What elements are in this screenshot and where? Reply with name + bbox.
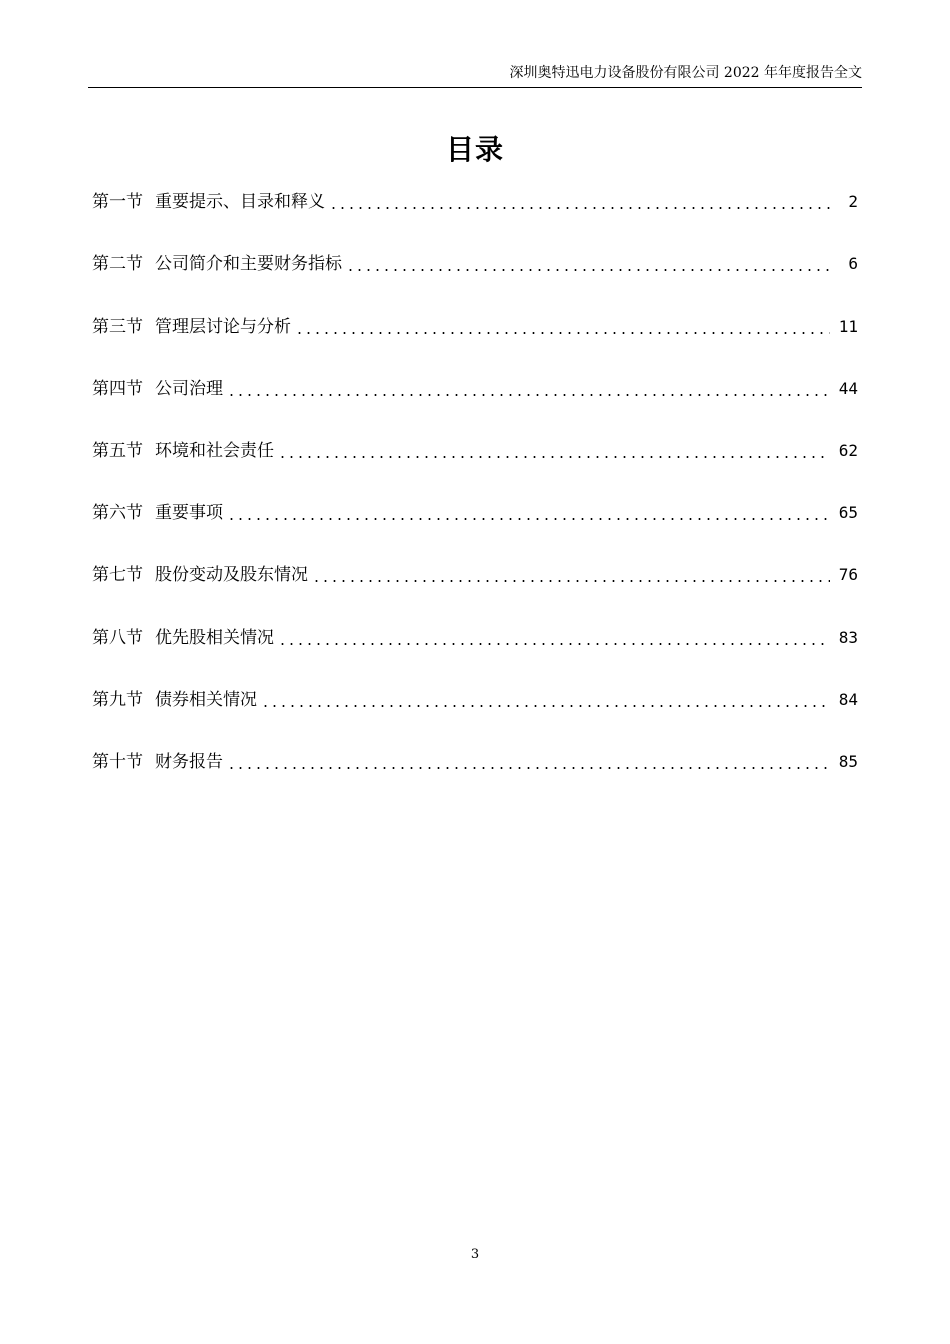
toc-dot-leader bbox=[227, 518, 830, 520]
toc-section-number: 第九节 bbox=[92, 689, 143, 710]
toc-page-number: 65 bbox=[838, 503, 858, 523]
toc-section-title: 重要提示、目录和释义 bbox=[155, 192, 325, 213]
toc-section-number: 第六节 bbox=[92, 503, 143, 524]
table-of-contents bbox=[92, 190, 858, 812]
toc-dot-leader bbox=[329, 207, 830, 209]
toc-section-number: 第一节 bbox=[92, 192, 143, 213]
toc-entry[interactable] bbox=[92, 252, 858, 314]
toc-page-number: 6 bbox=[848, 254, 858, 274]
toc-entry[interactable] bbox=[92, 190, 858, 252]
toc-section-title: 管理层讨论与分析 bbox=[155, 316, 291, 337]
toc-dot-leader bbox=[312, 580, 830, 582]
toc-section-title: 股份变动及股东情况 bbox=[155, 565, 308, 586]
toc-entry[interactable] bbox=[92, 563, 858, 625]
toc-section-title: 债券相关情况 bbox=[155, 689, 257, 710]
toc-page-number: 2 bbox=[848, 192, 858, 212]
toc-section-title: 公司简介和主要财务指标 bbox=[155, 254, 342, 275]
toc-dot-leader bbox=[227, 394, 830, 396]
toc-entry[interactable] bbox=[92, 750, 858, 812]
toc-entry[interactable] bbox=[92, 501, 858, 563]
toc-dot-leader bbox=[295, 332, 830, 334]
toc-dot-leader bbox=[261, 705, 830, 707]
toc-dot-leader bbox=[346, 269, 830, 271]
toc-dot-leader bbox=[227, 767, 830, 769]
toc-section-title: 财务报告 bbox=[155, 751, 223, 772]
page-header: 深圳奥特迅电力设备股份有限公司 2022 年年度报告全文 bbox=[509, 65, 862, 81]
toc-page-number: 44 bbox=[838, 378, 858, 398]
toc-page-number: 76 bbox=[838, 565, 858, 585]
toc-dot-leader bbox=[278, 456, 830, 458]
toc-page-number: 84 bbox=[838, 689, 858, 709]
toc-section-number: 第十节 bbox=[92, 751, 143, 772]
toc-entry[interactable] bbox=[92, 314, 858, 376]
page-number: 3 bbox=[470, 1247, 480, 1262]
header-divider bbox=[88, 87, 862, 88]
toc-entry[interactable] bbox=[92, 377, 858, 439]
toc-section-number: 第八节 bbox=[92, 627, 143, 648]
toc-page-number: 11 bbox=[838, 316, 858, 336]
toc-section-number: 第三节 bbox=[92, 316, 143, 337]
toc-page-number: 85 bbox=[838, 751, 858, 771]
toc-section-title: 公司治理 bbox=[155, 378, 223, 399]
toc-page-number: 62 bbox=[838, 440, 858, 460]
toc-entry[interactable] bbox=[92, 439, 858, 501]
toc-page-number: 83 bbox=[838, 627, 858, 647]
toc-section-title: 环境和社会责任 bbox=[155, 440, 274, 461]
toc-entry[interactable] bbox=[92, 625, 858, 687]
toc-section-title: 重要事项 bbox=[155, 503, 223, 524]
page-title: 目录 bbox=[445, 133, 504, 166]
toc-section-number: 第七节 bbox=[92, 565, 143, 586]
toc-section-title: 优先股相关情况 bbox=[155, 627, 274, 648]
toc-entry[interactable] bbox=[92, 688, 858, 750]
toc-section-number: 第四节 bbox=[92, 378, 143, 399]
toc-section-number: 第五节 bbox=[92, 440, 143, 461]
toc-section-number: 第二节 bbox=[92, 254, 143, 275]
toc-dot-leader bbox=[278, 643, 830, 645]
